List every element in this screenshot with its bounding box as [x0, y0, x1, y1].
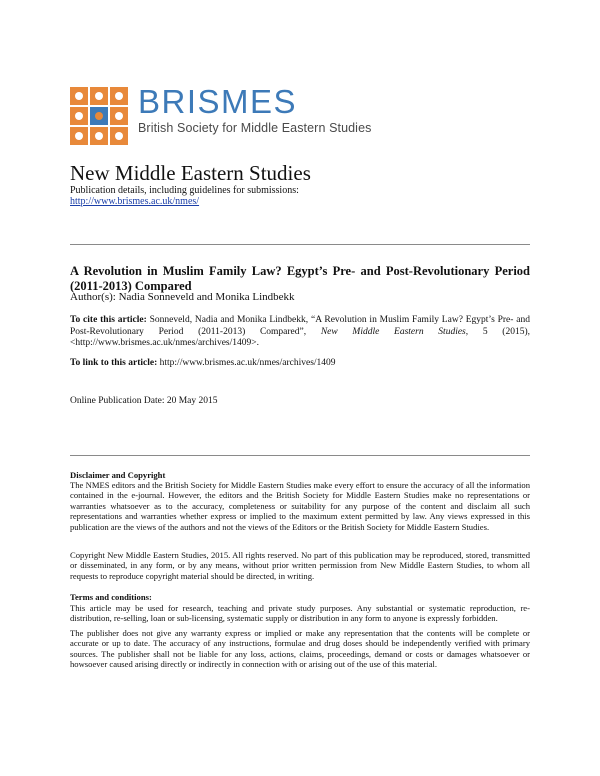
- brismes-emblem-icon: [70, 87, 128, 145]
- article-authors: Author(s): Nadia Sonneveld and Monika Lindbekk: [70, 291, 295, 303]
- logo-wordmark: BRISMES: [138, 83, 298, 120]
- terms-body: This article may be used for research, teaching and private study purposes. Any substantial or systematic reproduction, re-distribution, re-selling, loan or sub-licensing, systematic supply or distribution in any form to anyone is expressly forbidden.: [70, 603, 530, 624]
- top-divider: [70, 244, 530, 245]
- citation-block: [70, 315, 530, 350]
- citation-volume: , 5 (2015), <http://www.brismes.ac.uk/nmes/archives/1409>.: [70, 326, 530, 349]
- article-link-line: [70, 358, 336, 368]
- logo-subtitle: British Society for Middle Eastern Studies: [138, 121, 372, 135]
- citation-text: Sonneveld, Nadia and Monika Lindbekk, “A Revolution in Muslim Family Law? Egypt’s Pre- and Post-Revolutionary Period (2011-2013) Compared”,: [70, 315, 530, 337]
- disclaimer-heading: Disclaimer and Copyright: [70, 470, 166, 480]
- online-publication-date: Online Publication Date: 20 May 2015: [70, 396, 218, 406]
- publisher-disclaimer: The publisher does not give any warranty express or implied or make any representation that the contents will be complete or accurate or up to date. The accuracy of any instructions, formulae and drug doses should be independently verified with primary sources. The publisher shall not be liable for any loss, actions, claims, proceedings, demand or costs or damages whatsoever or howsoever caused arising directly or indirectly in connection with or arising out of the use of this material.: [70, 628, 530, 670]
- article-link-url[interactable]: http://www.brismes.ac.uk/nmes/archives/1409: [157, 358, 336, 368]
- article-title: A Revolution in Muslim Family Law? Egypt’s Pre- and Post-Revolutionary Period (2011-2013) Compared: [70, 264, 530, 293]
- citation-label: To cite this article:: [70, 315, 147, 325]
- bottom-divider: [70, 455, 530, 456]
- journal-title: New Middle Eastern Studies: [70, 161, 311, 185]
- publication-details: Publication details, including guidelines for submissions:: [70, 185, 299, 196]
- terms-heading: Terms and conditions:: [70, 592, 152, 602]
- submission-guidelines-link[interactable]: http://www.brismes.ac.uk/nmes/: [70, 196, 200, 207]
- copyright-notice: Copyright New Middle Eastern Studies, 2015. All rights reserved. No part of this publication may be reproduced, stored, transmitted or disseminated, in any form, or by any means, without prior written permission from New Middle Eastern Studies, to whom all requests to reproduce copyright material should be directed, in writing.: [70, 550, 530, 581]
- disclaimer-body: The NMES editors and the British Society for Middle Eastern Studies make every effort to ensure the accuracy of all the information contained in the e-journal. However, the editors and the British Society for Middle Eastern Studies make no representations or warranties whatsoever as to the accuracy, completeness or suitability for any purpose of the content and disclaim all such representations and warranties whether express or implied to the maximum extent permitted by law. Any views expressed in this publication are the views of the authors and not the views of the Editors or the British Society for Middle Eastern Studies.: [70, 480, 530, 532]
- article-link-label: To link to this article:: [70, 358, 158, 368]
- citation-journal: New Middle Eastern Studies: [320, 326, 466, 337]
